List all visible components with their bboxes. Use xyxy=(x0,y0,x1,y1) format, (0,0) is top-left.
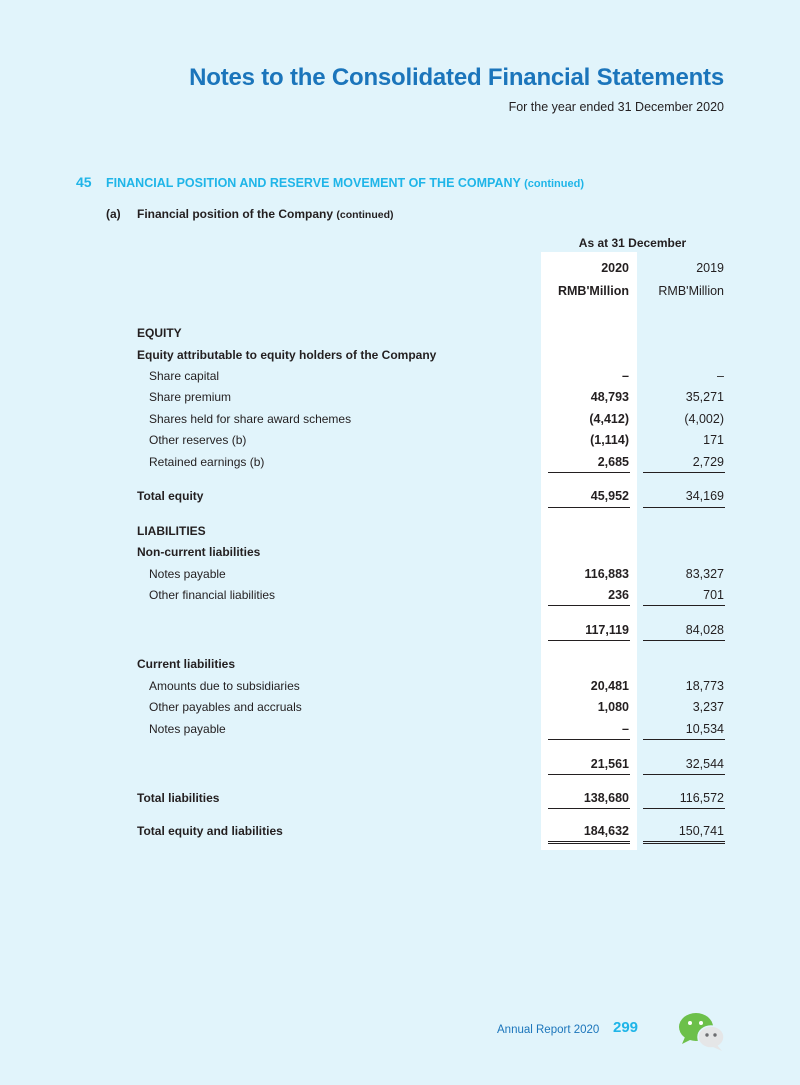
value-2020: 116,883 xyxy=(584,567,629,581)
underline-2020 xyxy=(548,640,630,641)
underline-2019 xyxy=(643,774,725,775)
row-label: Notes payable xyxy=(149,722,226,736)
section-number: 45 xyxy=(76,174,92,190)
section-continued: (continued) xyxy=(524,178,584,190)
column-year-2020: 2020 xyxy=(601,261,629,275)
value-2020: 20,481 xyxy=(590,679,629,693)
row-label: Notes payable xyxy=(149,567,226,581)
row-label: Equity attributable to equity holders of the Company xyxy=(137,348,437,362)
value-2020: 236 xyxy=(608,588,629,602)
value-2020: 21,561 xyxy=(590,757,629,771)
subsection-heading xyxy=(106,207,394,221)
value-2019: – xyxy=(717,369,724,383)
column-unit-2019: RMB'Million xyxy=(658,284,724,298)
value-2019: 35,271 xyxy=(685,390,724,404)
value-2019: 171 xyxy=(703,433,724,447)
table-row-non-current-heading xyxy=(0,545,800,565)
row-label: Other financial liabilities xyxy=(149,588,276,602)
subsection-letter: (a) xyxy=(106,207,121,221)
underline-2019 xyxy=(643,507,725,508)
row-label: Total equity xyxy=(137,489,204,503)
row-label: Total equity and liabilities xyxy=(137,824,283,838)
double-underline-2020 xyxy=(548,841,630,844)
underline-2019 xyxy=(643,472,725,473)
value-2019: 32,544 xyxy=(685,757,724,771)
underline-2019 xyxy=(643,640,725,641)
row-label: Non-current liabilities xyxy=(137,545,261,559)
value-2019: 83,327 xyxy=(685,567,724,581)
value-2020: 138,680 xyxy=(583,791,629,805)
table-row-shares-held xyxy=(0,412,800,432)
underline-2020 xyxy=(548,472,630,473)
value-2020: 2,685 xyxy=(597,455,629,469)
footer-report-title: Annual Report 2020 xyxy=(497,1024,600,1036)
table-row-notes-payable-noncurrent xyxy=(0,567,800,587)
table-row-share-capital xyxy=(0,369,800,389)
value-2020: (4,412) xyxy=(589,412,629,426)
value-2019: 150,741 xyxy=(678,824,724,838)
value-2020: 184,632 xyxy=(583,824,629,838)
page-footer xyxy=(497,1019,639,1036)
value-2020: 117,119 xyxy=(585,623,629,637)
row-label: Share capital xyxy=(149,369,220,383)
value-2020: (1,114) xyxy=(590,433,629,447)
underline-2020 xyxy=(548,774,630,775)
page-subtitle: For the year ended 31 December 2020 xyxy=(508,100,724,114)
underline-2019 xyxy=(643,808,725,809)
table-row-equity-holders-heading xyxy=(0,348,800,368)
underline-2020 xyxy=(548,507,630,508)
table-row-other-reserves xyxy=(0,433,800,453)
value-2019: 3,237 xyxy=(692,700,724,714)
row-label: Share premium xyxy=(149,390,232,404)
row-label: Other reserves (b) xyxy=(149,433,247,447)
column-group-label: As at 31 December xyxy=(578,236,687,250)
row-label: Retained earnings (b) xyxy=(149,455,265,469)
underline-2020 xyxy=(548,605,630,606)
value-2019: (4,002) xyxy=(684,412,724,426)
double-underline-2019 xyxy=(643,841,725,844)
table-row-current-heading xyxy=(0,657,800,677)
table-row-equity-heading xyxy=(0,326,800,346)
value-2019: 18,773 xyxy=(685,679,724,693)
table-row-liabilities-heading xyxy=(0,524,800,544)
row-label: Shares held for share award schemes xyxy=(149,412,352,426)
value-2019: 84,028 xyxy=(685,623,724,637)
row-label: Current liabilities xyxy=(137,657,236,671)
underline-2019 xyxy=(643,605,725,606)
row-label: Other payables and accruals xyxy=(149,700,302,714)
value-2020: 48,793 xyxy=(590,390,629,404)
value-2019: 2,729 xyxy=(692,455,724,469)
value-2020: – xyxy=(622,369,629,383)
subsection-continued: (continued) xyxy=(336,209,394,221)
row-label: LIABILITIES xyxy=(137,524,206,538)
underline-2020 xyxy=(548,808,630,809)
underline-2020 xyxy=(548,739,630,740)
row-label: Total liabilities xyxy=(137,791,220,805)
column-unit-2020: RMB'Million xyxy=(557,284,629,298)
value-2019: 34,169 xyxy=(685,489,724,503)
underline-2019 xyxy=(643,739,725,740)
column-year-2019: 2019 xyxy=(696,261,724,275)
value-2020: 45,952 xyxy=(590,489,629,503)
value-2019: 701 xyxy=(703,588,724,602)
table-row-amounts-due-subsidiaries xyxy=(0,679,800,699)
section-heading xyxy=(76,174,584,190)
table-row-share-premium xyxy=(0,390,800,410)
subsection-title: Financial position of the Company xyxy=(137,207,334,221)
section-title: FINANCIAL POSITION AND RESERVE MOVEMENT OF THE COMPANY xyxy=(106,176,521,190)
value-2019: 116,572 xyxy=(679,791,724,805)
row-label: Amounts due to subsidiaries xyxy=(149,679,300,693)
wechat-icon xyxy=(676,1010,728,1052)
page-title: Notes to the Consolidated Financial Statements xyxy=(189,64,724,91)
value-2019: 10,534 xyxy=(685,722,724,736)
table-row-total-equity xyxy=(0,489,800,509)
value-2020: 1,080 xyxy=(597,700,629,714)
value-2020: – xyxy=(622,722,629,736)
row-label: EQUITY xyxy=(137,326,182,340)
table-row-other-payables xyxy=(0,700,800,720)
page-number: 299 xyxy=(613,1019,639,1036)
